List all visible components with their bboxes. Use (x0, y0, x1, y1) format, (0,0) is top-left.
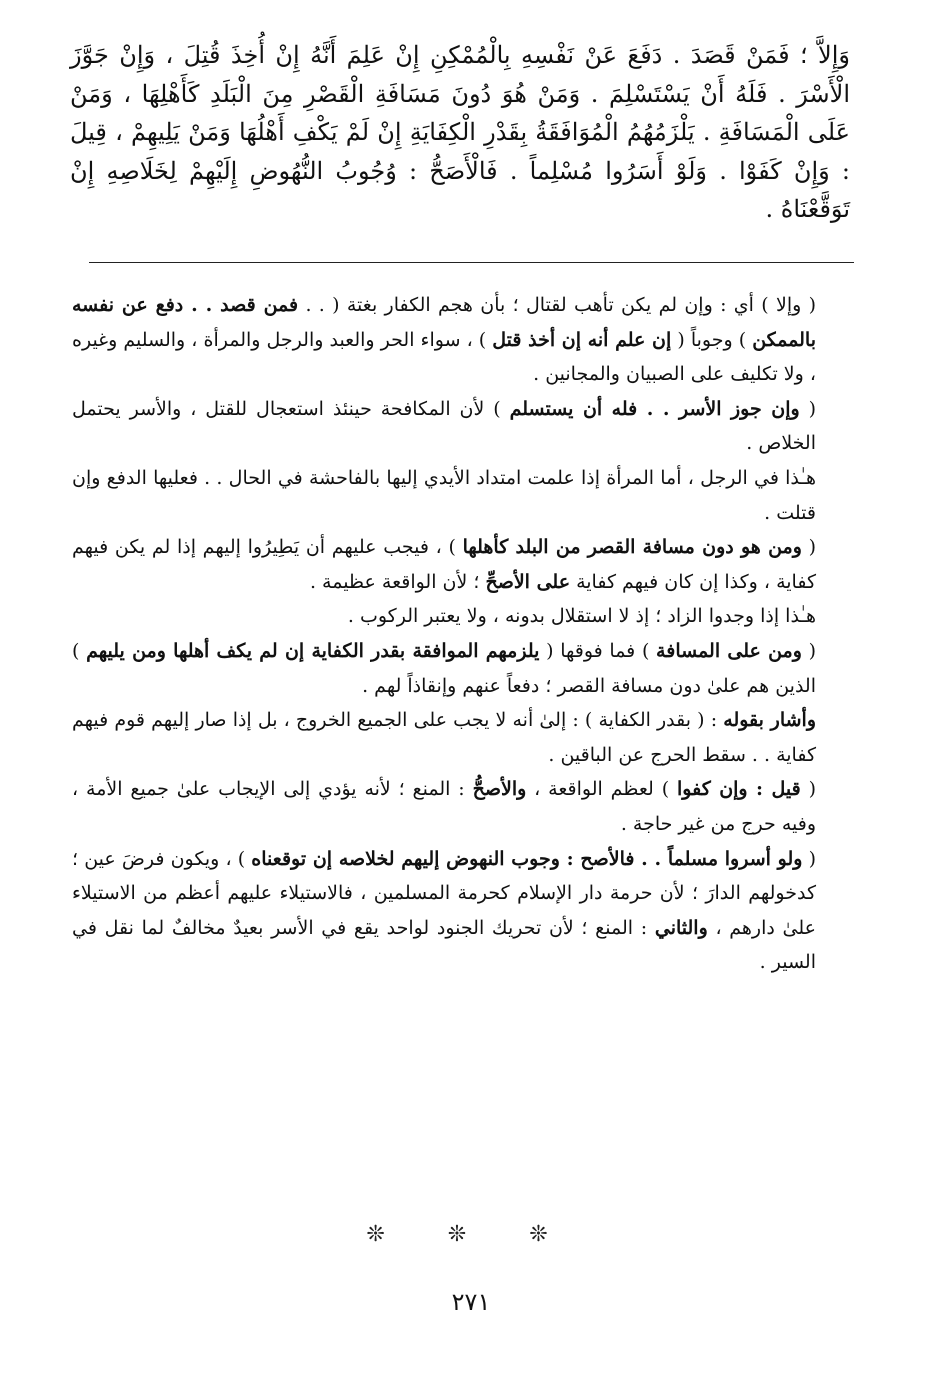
commentary-paragraph (72, 599, 850, 634)
commentary-text: ( (800, 778, 817, 801)
commentary-paragraph (72, 772, 850, 841)
quoted-matn-text: قيل : وإن كفوا (677, 778, 801, 801)
quoted-matn-text: يلزمهم الموافقة بقدر الكفاية إن لم يكف أهلها ومن يليهم (86, 639, 540, 662)
commentary-paragraph (72, 530, 850, 599)
commentary-text: ( (799, 397, 816, 420)
commentary-text: ( (801, 536, 817, 559)
commentary-paragraph (72, 288, 850, 392)
matn-paragraph: وَإِلاَّ ؛ فَمَنْ قَصَدَ . دَفَعَ عَنْ نَفْسِهِ بِالْمُمْكِنِ إِنْ عَلِمَ أَنَّهُ إِنْ أُخِذَ قُتِلَ ، وَإِنْ جَوَّزَ الْأَسْرَ . فَلَهُ أَنْ يَسْتَسْلِمَ . وَمَنْ هُوَ دُونَ مَسَافَةِ الْقَصْرِ مِنَ الْبَلَدِ كَأَهْلِهَا ، وَمَنْ عَلَى الْمَسَافَةِ . يَلْزَمُهُمُ الْمُوَافَقَةُ بِقَدْرِ الْكِفَايَةِ إِنْ لَمْ يَكْفِ أَهْلُهَا وَمَنْ يَلِيهِمْ ، قِيلَ : وَإِنْ كَفَوْا . وَلَوْ أَسَرُوا مُسْلِماً . فَالْأَصَحُّ : وُجُوبُ النُّهُوضِ إِلَيْهِمْ لِخَلَاصِهِ إِنْ تَوَقَّعْنَاهُ . (70, 41, 850, 223)
quoted-matn-text: وإن جوز الأسر . . فله أن يستسلم (509, 397, 800, 420)
commentary-text: : ( بقدر الكفاية ) : إلىٰ أنه لا يجب على الجميع الخروج ، بل إذا صار إليهم قوم فيهم كفاية . . سقط الحرج عن الباقين . (72, 709, 816, 766)
quoted-matn-text: وأشار بقوله (723, 709, 816, 732)
commentary-text: ) ، ويكون فرضَ عين ؛ كدخولهم الدارَ ؛ لأن حرمة دار الإسلام كحرمة المسلمين ، فالاستيلاء عليهم أعظم من الاستيلاء علىٰ دارهم ، (72, 847, 816, 939)
commentary-paragraph (72, 703, 850, 772)
commentary-text: : المنع ؛ لأن تحريك الجنود لواحد يقع في الأسر بعيدٌ مخالفٌ لما نقل في السير . (72, 916, 816, 974)
commentary-text: ) لعظم الواقعة ، (526, 778, 677, 801)
quoted-matn-text: والأصحُّ (472, 778, 527, 801)
commentary-text: ؛ لأن الواقعة عظيمة . (309, 570, 486, 593)
commentary-text: ) ، سواء الحر والعبد والرجل والمرأة ، والسليم وغيره ، ولا تكليف على الصبيان والمجانين . (72, 328, 816, 386)
quoted-matn-text: فمن قصد . . دفع عن نفسه بالممكن (72, 294, 817, 351)
commentary-text: هـٰذا في الرجل ، أما المرأة إذا علمت امتداد الأيدي إليها بالفاحشة في الحال . . فعليها الدفع وإن قتلت . (72, 466, 816, 524)
commentary-text: ( (802, 847, 817, 870)
commentary-text: ( وإلا ) أي : وإن لم يكن تأهب لقتال ؛ بأن هجم الكفار بغتة ( . . (298, 294, 816, 316)
quoted-matn-text: والثاني (654, 916, 708, 939)
quoted-matn-text: ومن هو دون مسافة القصر من البلد كأهلها (462, 536, 802, 559)
quoted-matn-text: ولو أسروا مسلماً . . فالأصح : وجوب النهوض إليهم لخلاصه إن توقعناه (251, 847, 803, 870)
commentary-block (72, 288, 850, 980)
commentary-text: ( (801, 639, 817, 662)
section-end-ornament: ❊ ❊ ❊ (366, 1222, 576, 1247)
quoted-matn-text: ومن على المسافة (656, 639, 802, 662)
page-number: ٢٧١ (451, 1288, 491, 1316)
commentary-paragraph (72, 842, 850, 980)
quoted-matn-text: على الأصحِّ (485, 570, 571, 593)
commentary-paragraph (72, 392, 850, 461)
matn-text-block (70, 36, 850, 229)
commentary-text: ) فما فوقها ( (539, 639, 657, 662)
commentary-text: ) لأن المكافحة حينئذ استعجال للقتل ، والأسر يحتمل الخلاص . (72, 397, 816, 455)
commentary-paragraph (72, 461, 850, 530)
quoted-matn-text: إن علم أنه إن أخذ قتل (492, 328, 672, 351)
commentary-text: ) وجوباً ( (671, 328, 753, 351)
commentary-text: هـٰذا إذا وجدوا الزاد ؛ إذ لا استقلال بدونه ، ولا يعتبر الركوب . (347, 605, 816, 628)
commentary-paragraph (72, 634, 850, 703)
footnote-separator-line (89, 262, 854, 263)
commentary-text: ) الذين هم علىٰ دون مسافة القصر ؛ دفعاً عنهم وإنقاذاً لهم . (72, 639, 816, 697)
commentary-text: : المنع ؛ لأنه يؤدي إلى الإيجاب علىٰ جميع الأمة ، وفيه حرج من غير حاجة . (72, 778, 816, 835)
commentary-text: ) ، فيجب عليهم أن يَطِيرُوا إليهم إذا لم يكن فيهم كفاية ، وكذا إن كان فيهم كفاية (72, 536, 816, 593)
